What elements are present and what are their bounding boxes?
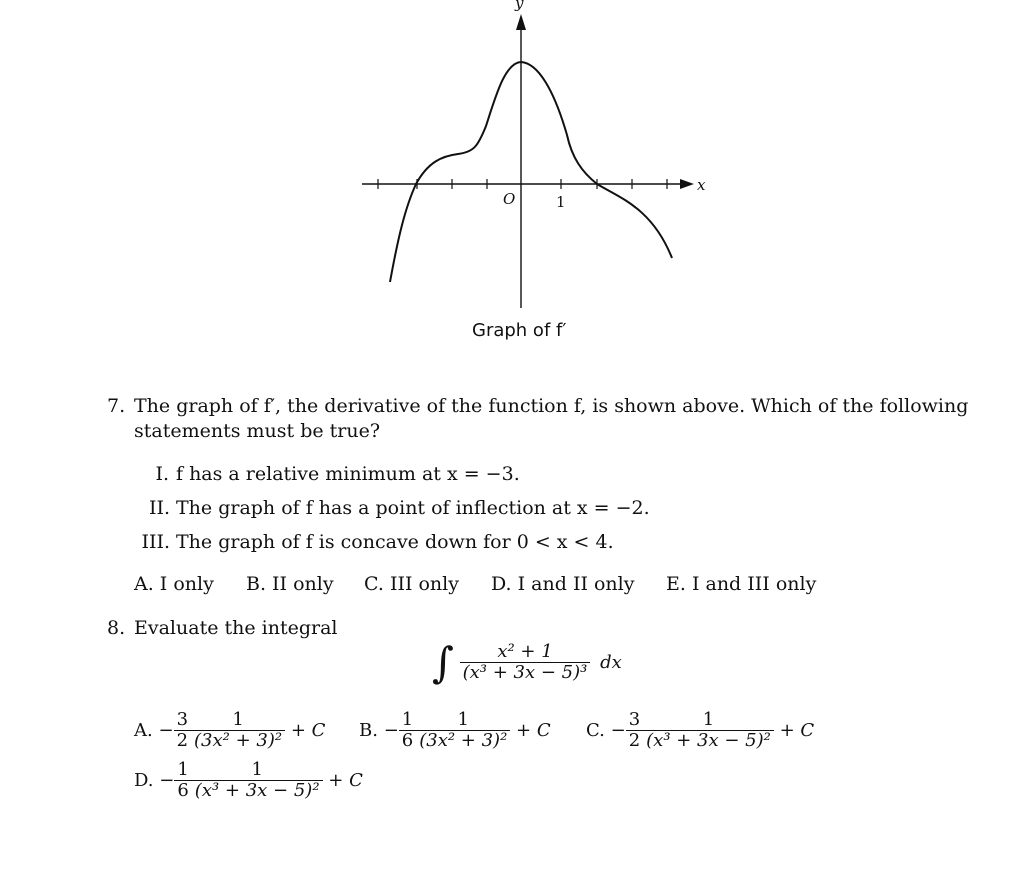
choice-c-coefficient [626,710,643,751]
choice-d-den: (x³ + 3x − 5)² [192,780,323,801]
q8-choice-b[interactable]: B. − $\frac{1}{6}$ $\frac{1}{\text{(3x² + 3)²}}$ + C [359,709,551,751]
statement-1-text: f has a relative minimum at x = −3. [176,463,520,485]
statement-1-numeral: I. [155,463,169,485]
q7-text-line1: The graph of f′, the derivative of the function f, is shown above. Which of the following [134,395,969,417]
q7-text-line2: statements must be true? [134,420,381,442]
choice-a-letter: A. [134,720,153,741]
choice-c-tail: + C [779,720,815,741]
q8-prompt: Evaluate the integral [134,617,338,639]
choice-c-coef-den: 2 [626,730,643,751]
choice-d-num: 1 [251,759,263,780]
integral-denominator: (x³ + 3x − 5)³ [460,662,591,683]
derivative-graph [0,0,1024,360]
choice-a-tail: + C [290,720,326,741]
q7-choice-e[interactable]: E. I and III only [666,573,817,595]
statement-2-text: The graph of f has a point of inflection at x = −2. [176,497,650,519]
statement-2-numeral: II. [148,497,170,519]
q8-number: 8. [107,617,126,639]
choice-b-fraction [416,710,510,751]
choice-c-letter: C. [586,720,605,741]
q7-choice-a[interactable]: A. I only [134,573,214,595]
integral-dx: dx [600,652,622,673]
integral-fraction [460,642,591,683]
q8-choice-c[interactable]: C. − $\frac{3}{2}$ $\frac{1}{\text{(x³ + 3x − 5)²}}$ + C [586,709,815,751]
integral-sign: ∫ [432,638,454,687]
y-axis-arrow [516,14,526,30]
q7-choice-b[interactable]: B. II only [246,573,334,595]
choice-d-tail: + C [328,770,363,791]
choice-b-coefficient [399,710,416,751]
choice-b-den: (3x² + 3)² [416,730,510,751]
statement-3-text: The graph of f is concave down for 0 < x < 4. [176,531,614,553]
choice-a-coef-num: 3 [176,709,189,730]
q7-choice-d[interactable]: D. I and II only [491,573,635,595]
choice-a-num: 1 [232,709,244,730]
choice-d-letter: D. [134,770,154,791]
q7-number: 7. [107,395,126,417]
statement-3-numeral: III. [141,531,170,553]
choice-b-coef-den: 6 [399,730,416,751]
choice-d-coef-num: 1 [177,759,189,780]
tick-label-1: 1 [556,193,566,211]
q7-choice-c[interactable]: C. III only [364,573,459,595]
choice-a-den: (3x² + 3)² [191,730,285,751]
choice-d-coefficient [174,760,191,801]
choice-c-num: 1 [702,709,715,730]
choice-a-fraction [191,710,285,751]
choice-d-fraction [192,760,323,801]
choice-b-num: 1 [457,709,469,730]
choice-b-tail: + C [516,720,551,741]
choice-b-coef-num: 1 [401,709,414,730]
x-axis-arrow [680,179,694,189]
choice-c-fraction [643,710,774,751]
choice-d-coef-den: 6 [174,780,191,801]
y-axis-label: y [515,0,524,12]
choice-a-coef-den: 2 [174,730,191,751]
origin-label: O [503,190,516,208]
choice-b-letter: B. [359,720,378,741]
q8-choice-d[interactable]: D. − $\frac{1}{6}$ $\frac{1}{\text{(x³ + 3x − 5)²}}$ + C [134,759,363,801]
integral-numerator: x² + 1 [497,641,553,662]
derivative-curve [390,62,672,282]
choice-c-coef-num: 3 [628,709,641,730]
choice-a-coefficient [174,710,191,751]
choice-c-den: (x³ + 3x − 5)² [643,730,774,751]
graph-caption: Graph of f′ [472,320,567,341]
x-axis-label: x [697,176,706,194]
integral-expression [432,638,622,687]
q8-choice-a[interactable]: A. − $\frac{3}{2}$ $\frac{1}{\text{(3x² + 3)²}}$ + C [134,709,326,751]
